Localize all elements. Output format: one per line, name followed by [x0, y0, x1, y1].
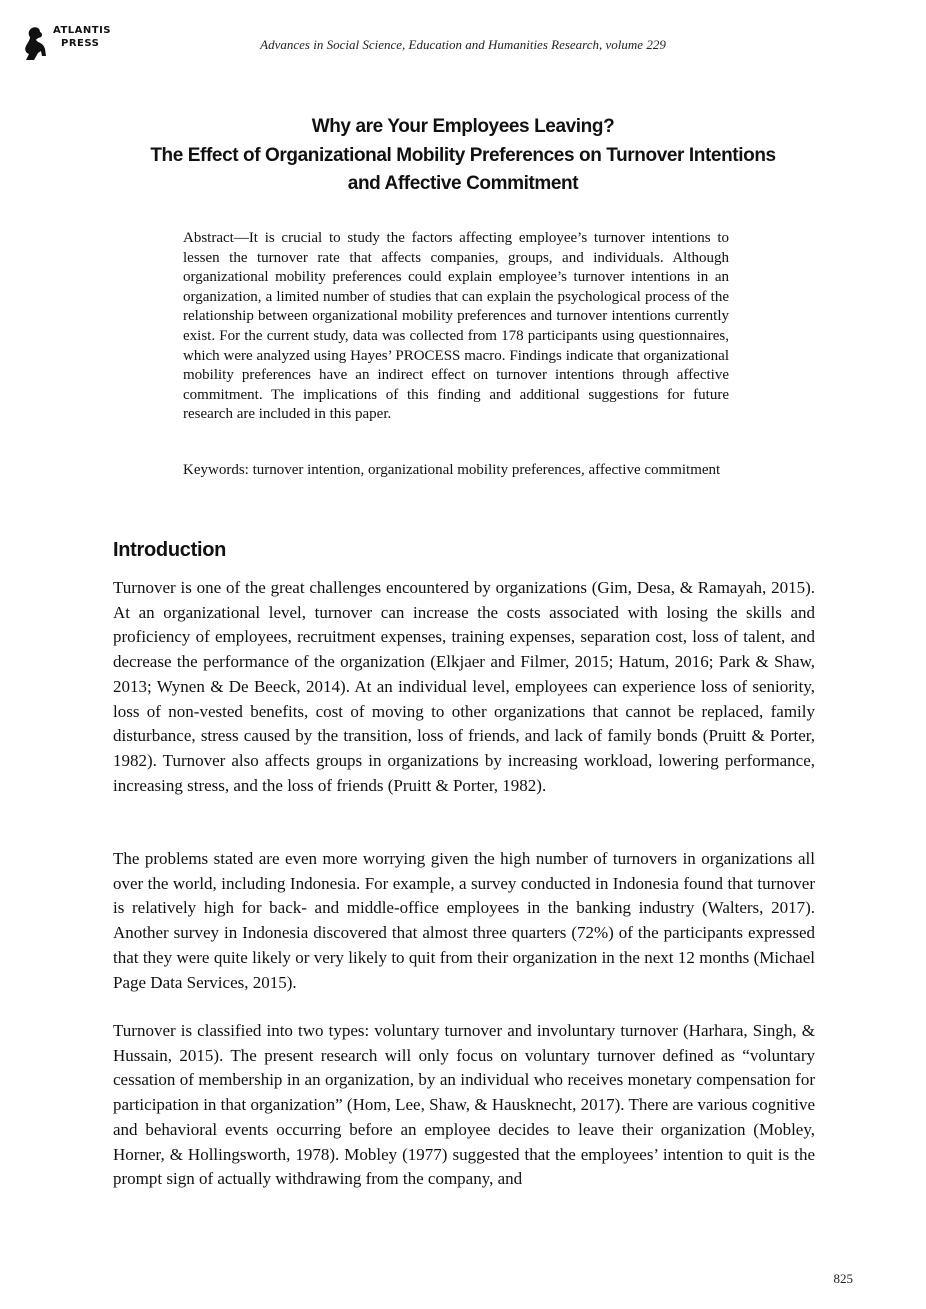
title-line-1: Why are Your Employees Leaving? — [311, 116, 615, 137]
logo-line-2: PRESS — [61, 38, 100, 49]
body-paragraph-2: The problems stated are even more worrying given the high number of turnovers in organizations all over the world, including Indonesia. For example, a survey conducted in Indonesia found that turnover is relatively high for back- and middle-office employees in the banking industry (Walters, 2017). Another survey in Indonesia discovered that almost three quarters (72%) of the participants expressed that they were quite likely or very likely to quit from their organization in the next 12 months (Michael Page Data Services, 2015). — [113, 849, 815, 992]
title-line-2: The Effect of Organizational Mobility Preferences on Turnover Intentions — [150, 144, 776, 166]
logo-line-1: ATLANTIS — [53, 25, 112, 36]
page-number: 825 — [833, 1271, 853, 1286]
body-paragraph-1: Turnover is one of the great challenges encountered by organizations (Gim, Desa, & Ramayah, 2015). At an organizational level, turnover can increase the costs associated with losing the skills and proficiency of employees, recruitment expenses, training expenses, separation cost, loss of talent, and decrease the performance of the organization (Elkjaer and Filmer, 2015; Hatum, 2016; Park & Shaw, 2013; Wynen & De Beeck, 2014). At an individual level, employees can experience loss of seniority, loss of non-vested benefits, cost of moving to other organizations that cannot be replaced, family disturbance, stress caused by the transition, loss of friends, and lack of family bonds (Pruitt & Porter, 1982). Turnover also affects groups in organizations by increasing workload, lowering performance, increasing stress, and the loss of friends (Pruitt & Porter, 1982). — [113, 578, 815, 795]
running-head: Advances in Social Science, Education and Humanities Research, volume 229 — [260, 37, 666, 52]
keywords: Keywords: turnover intention, organizational mobility preferences, affective commitment — [183, 462, 721, 478]
section-heading-introduction: Introduction — [113, 539, 227, 561]
body-paragraph-3: Turnover is classified into two types: voluntary turnover and involuntary turnover (Harhara, Singh, & Hussain, 2015). The present research will only focus on voluntary turnover defined as “voluntary cessation of membership in an organization, by an individual who receives monetary compensation for participation in that organization” (Hom, Lee, Shaw, & Hausknecht, 2017). There are various cognitive and behavioral events occurring before an employee decides to leave their organization (Mobley, Horner, & Hollingsworth, 1978). Mobley (1977) suggested that the employees’ intention to quit is the prompt sign of actually withdrawing from the company, and — [113, 1021, 815, 1189]
title-line-3: and Affective Commitment — [347, 173, 579, 194]
abstract: Abstract—It is crucial to study the factors affecting employee’s turnover intentions to lessen the turnover rate that affects companies, groups, and individuals. Although organizational mobility preferences could explain employee’s turnover intentions in an organization, a limited number of studies that can explain the psychological process of the relationship between organizational mobility preferences and turnover intentions currently exist. For the current study, data was collected from 178 participants using questionnaires, which were analyzed using Hayes’ PROCESS macro. Findings indicate that organizational mobility preferences have an indirect effect on turnover intentions through affective commitment. The implications of this finding and additional suggestions for future research are included in this paper. — [183, 230, 729, 423]
paper-title — [60, 113, 866, 199]
